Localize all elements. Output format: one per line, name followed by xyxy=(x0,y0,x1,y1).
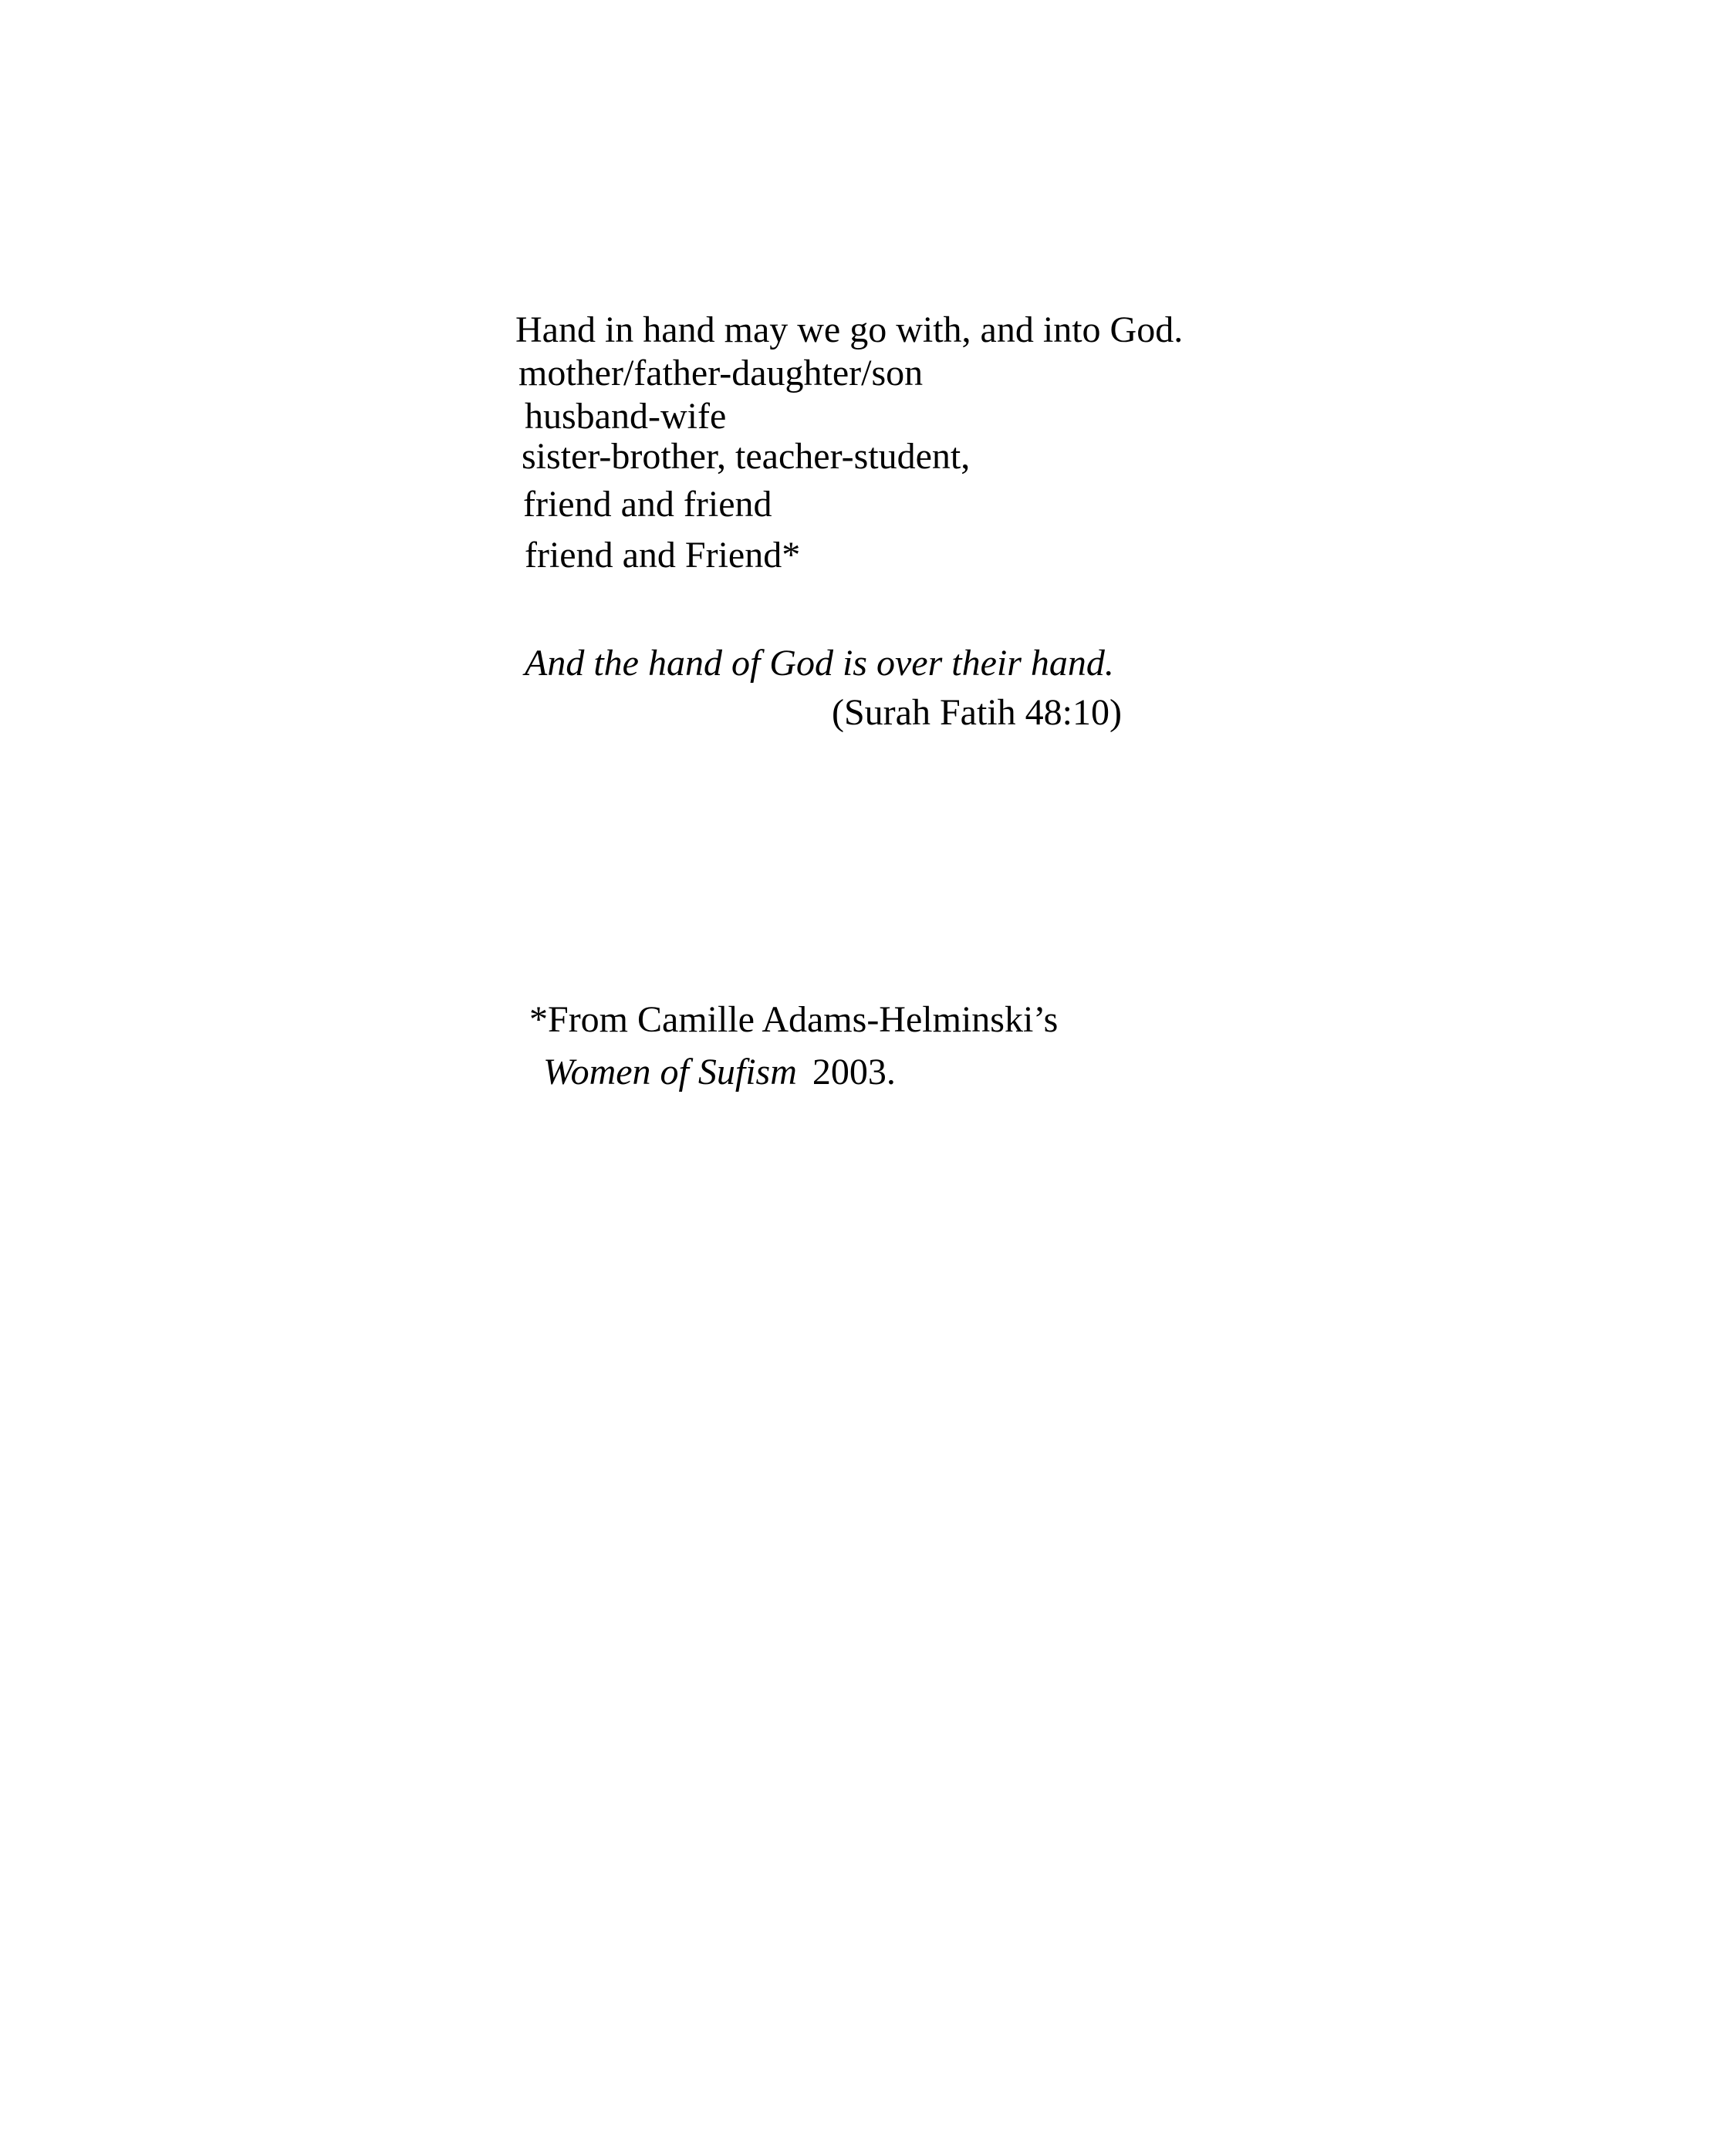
poem-line-1: Hand in hand may we go with, and into God. xyxy=(515,309,1184,350)
footnote-year: 2003. xyxy=(812,1052,896,1092)
poem-line-2: mother/father-daughter/son xyxy=(518,353,924,393)
poem-line-4: sister-brother, teacher-student, xyxy=(522,436,971,477)
poem-line-3: husband-wife xyxy=(525,396,727,437)
footnote-reference xyxy=(543,1051,896,1094)
poem-line-5: friend and friend xyxy=(523,484,772,525)
quote-citation: (Surah Fatih 48:10) xyxy=(832,692,1122,733)
footnote-book-title: Women of Sufism xyxy=(543,1052,797,1092)
poem-line-6: friend and Friend* xyxy=(525,535,801,576)
footnote-source: *From Camille Adams-Helminski’s xyxy=(529,999,1059,1040)
quote-text: And the hand of God is over their hand. xyxy=(525,643,1114,684)
